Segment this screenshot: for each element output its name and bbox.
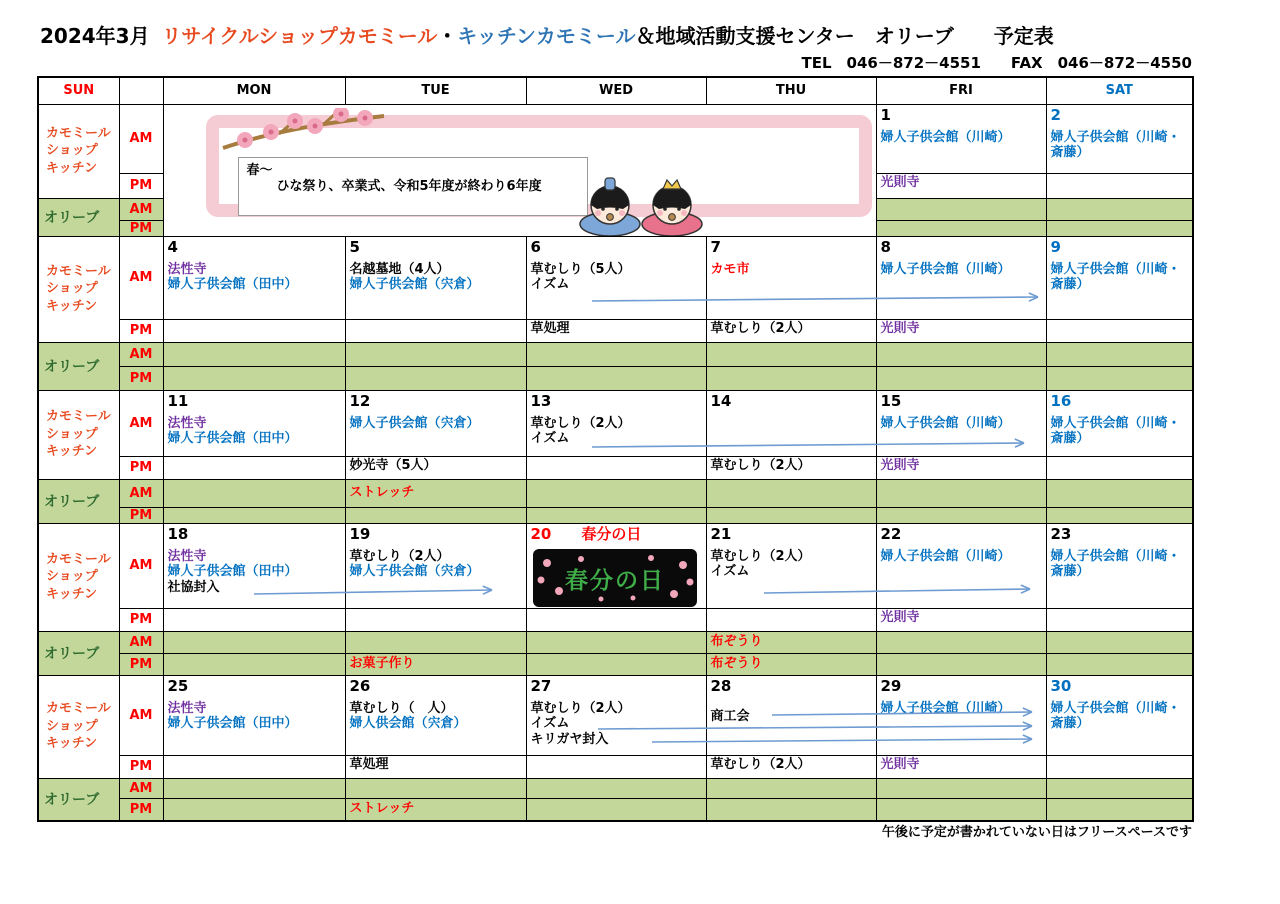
schedule-entry: キリガヤ封入: [530, 732, 609, 748]
banner-line1: 春～: [246, 162, 273, 178]
olive-am-w4-mon: [163, 631, 345, 653]
day-16-pm-cell: [1046, 456, 1193, 479]
olive-pm-w1-fri: [876, 220, 1046, 236]
pm-label: PM: [119, 319, 163, 342]
olive-am-w2-sat: [1046, 342, 1193, 366]
day-number-text: 11: [167, 391, 189, 410]
olive-am-w2-wed: [526, 342, 706, 366]
schedule-entry: 商工会: [710, 708, 750, 724]
day-number: [1051, 525, 1189, 543]
schedule-entry: 草むしり（2人）: [710, 756, 811, 772]
day-6-pm-cell: [526, 319, 706, 342]
day-number: [711, 525, 872, 543]
day-number: [1051, 677, 1189, 695]
day-number-text: 20: [530, 524, 552, 543]
day-12-pm-cell: [345, 456, 526, 479]
chamomile-label-line: キッチン: [46, 160, 98, 176]
header-tue: TUE: [345, 77, 526, 104]
day-8-am-cell: [876, 236, 1046, 319]
olive-pm-w4-fri: [876, 653, 1046, 675]
olive-pm-w5-fri: [876, 798, 1046, 821]
week-3-pm-row: [38, 456, 1193, 479]
week-4-am-row: [38, 523, 1193, 608]
chamomile-label-line: ショップ: [46, 569, 98, 585]
olive-schedule-entry: ストレッチ: [349, 485, 415, 501]
day-5-pm-cell: [345, 319, 526, 342]
week-2-olive-pm-row: [38, 366, 1193, 390]
spring-banner-cell: [163, 104, 876, 236]
schedule-entry: 草処理: [530, 320, 570, 336]
olive-pm-w2-mon: [163, 366, 345, 390]
olive-am-w3-mon: [163, 479, 345, 507]
olive-am-w2-tue: [345, 342, 526, 366]
olive-pm-label: PM: [119, 507, 163, 523]
olive-am-w2-thu: [706, 342, 876, 366]
day-26-pm-cell: [345, 755, 526, 778]
schedule-entry: 婦人供会館（宍倉）: [349, 716, 467, 732]
day-21-pm-cell: [706, 608, 876, 631]
day-30-pm-cell: [1046, 755, 1193, 778]
day-number: [531, 238, 702, 256]
day-23-am-cell: [1046, 523, 1193, 608]
olive-am-w5-fri: [876, 778, 1046, 798]
day-11-am-cell: [163, 390, 345, 456]
schedule-entry: イズム: [530, 277, 570, 293]
am-label: AM: [119, 104, 163, 173]
day-19-pm-cell: [345, 608, 526, 631]
day-28-am-cell: [706, 675, 876, 755]
olive-am-w3-wed: [526, 479, 706, 507]
day-29-am-cell: [876, 675, 1046, 755]
day-25-am-cell: [163, 675, 345, 755]
schedule-entry: 草むしり（2人）: [530, 415, 631, 431]
header-sun: SUN: [38, 77, 119, 104]
chamomile-label-line: キッチン: [46, 586, 98, 602]
day-1-am-cell: [876, 104, 1046, 173]
day-27-pm-cell: [526, 755, 706, 778]
section-label-olive: オリーブ: [38, 631, 119, 675]
pm-label: PM: [119, 173, 163, 198]
day-1-pm-cell: [876, 173, 1046, 198]
day-15-am-cell: [876, 390, 1046, 456]
day-number: [881, 525, 1042, 543]
day-9-am-cell: [1046, 236, 1193, 319]
day-11-pm-cell: [163, 456, 345, 479]
week-2-am-row: [38, 236, 1193, 319]
day-23-pm-cell: [1046, 608, 1193, 631]
day-number-text: 4: [167, 237, 178, 256]
olive-pm-w2-thu: [706, 366, 876, 390]
day-22-pm-cell: [876, 608, 1046, 631]
am-label: AM: [119, 675, 163, 755]
schedule-entry: 妙光寺（5人）: [349, 457, 437, 473]
day-number-text: 2: [1050, 105, 1061, 124]
chamomile-label-line: キッチン: [46, 736, 98, 752]
week-2-olive-am-row: [38, 342, 1193, 366]
week-5-olive-pm-row: [38, 798, 1193, 821]
schedule-entry: 草むしり（2人）: [710, 548, 811, 564]
week-3-olive-am-row: [38, 479, 1193, 507]
olive-am-w3-thu: [706, 479, 876, 507]
day-number: [881, 106, 1042, 124]
day-number-text: 15: [880, 391, 902, 410]
day-number-text: 16: [1050, 391, 1072, 410]
footer-note: 午後に予定が書かれていない日はフリースペースです: [881, 825, 1192, 840]
olive-am-w1-sat: [1046, 198, 1193, 220]
title-shop-kitchen: キッチンカモミール: [457, 24, 636, 48]
olive-am-w3-tue: [345, 479, 526, 507]
day-4-am-cell: [163, 236, 345, 319]
day-number: [1051, 392, 1189, 410]
olive-am-w5-thu: [706, 778, 876, 798]
olive-schedule-entry: 布ぞうり: [710, 656, 763, 672]
schedule-entry: 婦人子供会館（川崎）: [880, 700, 1011, 716]
section-label-olive: オリーブ: [38, 342, 119, 390]
day-6-am-cell: [526, 236, 706, 319]
day-number: [350, 392, 522, 410]
olive-pm-w5-wed: [526, 798, 706, 821]
schedule-entry: 婦人子供会館（川崎）: [880, 261, 1011, 277]
holiday-label: 春分の日: [551, 524, 642, 543]
schedule-entry: 法性寺: [167, 261, 207, 277]
olive-am-label: AM: [119, 479, 163, 507]
olive-pm-w4-sat: [1046, 653, 1193, 675]
schedule-entry: イズム: [710, 564, 750, 580]
day-number-text: 21: [710, 524, 732, 543]
day-number: [881, 238, 1042, 256]
section-label-olive: オリーブ: [38, 479, 119, 523]
day-number-text: 5: [349, 237, 360, 256]
day-number-text: 30: [1050, 676, 1072, 695]
schedule-entry: 婦人子供会館（田中）: [167, 277, 298, 293]
header-thu: THU: [706, 77, 876, 104]
schedule-entry: 婦人子供会館（田中）: [167, 564, 298, 580]
day-4-pm-cell: [163, 319, 345, 342]
olive-pm-w3-mon: [163, 507, 345, 523]
olive-am-w2-fri: [876, 342, 1046, 366]
olive-am-w4-tue: [345, 631, 526, 653]
schedule-entry: 名越墓地（4人）: [349, 261, 450, 277]
day-13-pm-cell: [526, 456, 706, 479]
week-1-am-row: [38, 104, 1193, 173]
schedule-entry: 婦人子供会館（宍倉）: [349, 415, 480, 431]
olive-am-w4-fri: [876, 631, 1046, 653]
chamomile-label-line: ショップ: [46, 426, 98, 442]
title-dot: ・: [437, 24, 458, 48]
day-12-am-cell: [345, 390, 526, 456]
contact-line: TEL 046－872－4551 FAX 046－872－4550: [801, 54, 1192, 72]
header-sat: SAT: [1046, 77, 1193, 104]
olive-am-label: AM: [119, 631, 163, 653]
schedule-entry: 婦人子供会館（川崎・斎藤）: [1050, 415, 1181, 447]
schedule-entry: 光則寺: [880, 320, 920, 336]
section-label-chamomile: [38, 390, 119, 479]
pm-label: PM: [119, 456, 163, 479]
day-14-pm-cell: [706, 456, 876, 479]
olive-pm-w5-mon: [163, 798, 345, 821]
day-22-am-cell: [876, 523, 1046, 608]
chamomile-label-line: キッチン: [46, 444, 98, 460]
olive-pm-w4-wed: [526, 653, 706, 675]
day-number-text: 1: [880, 105, 891, 124]
schedule-entry: 社協封入: [167, 580, 220, 596]
day-number: [168, 677, 341, 695]
day-number: [881, 677, 1042, 695]
olive-pm-w2-fri: [876, 366, 1046, 390]
day-number-text: 28: [710, 676, 732, 695]
week-4-olive-pm-row: [38, 653, 1193, 675]
schedule-entry: 光則寺: [880, 756, 920, 772]
section-label-chamomile: [38, 523, 119, 631]
chamomile-label-line: カモミール: [46, 125, 111, 141]
day-number-text: 7: [710, 237, 721, 256]
olive-pm-label: PM: [119, 653, 163, 675]
week-3-olive-pm-row: [38, 507, 1193, 523]
banner-line2: ひな祭り、卒業式、令和5年度が終わり6年度: [276, 179, 542, 195]
schedule-entry: 光則寺: [880, 457, 920, 473]
schedule-entry: イズム: [530, 716, 570, 732]
chamomile-label-line: キッチン: [46, 298, 98, 314]
day-number-text: 29: [880, 676, 902, 695]
schedule-entry: 婦人子供会館（川崎）: [880, 129, 1011, 145]
olive-pm-label: PM: [119, 220, 163, 236]
schedule-entry: カモ市: [710, 261, 750, 277]
day-8-pm-cell: [876, 319, 1046, 342]
hina-dolls-icon: [576, 177, 708, 237]
schedule-entry: 光則寺: [880, 609, 920, 625]
banner-text-box: [238, 157, 588, 216]
schedule-entry: 婦人子供会館（川崎）: [880, 548, 1011, 564]
day-30-am-cell: [1046, 675, 1193, 755]
day-25-pm-cell: [163, 755, 345, 778]
day-number-text: 18: [167, 524, 189, 543]
cherry-blossom-branch-icon: [219, 108, 389, 154]
day-7-pm-cell: [706, 319, 876, 342]
olive-pm-w2-tue: [345, 366, 526, 390]
chamomile-label-line: ショップ: [46, 143, 98, 159]
olive-pm-w3-sat: [1046, 507, 1193, 523]
day-29-pm-cell: [876, 755, 1046, 778]
day-13-am-cell: [526, 390, 706, 456]
chamomile-label-line: ショップ: [46, 718, 98, 734]
olive-pm-label: PM: [119, 366, 163, 390]
schedule-entry: 婦人子供会館（川崎・斎藤）: [1050, 261, 1181, 293]
schedule-entry: 光則寺: [880, 174, 920, 190]
olive-am-w2-mon: [163, 342, 345, 366]
olive-pm-w5-sat: [1046, 798, 1193, 821]
day-number: [711, 677, 872, 695]
day-number: [531, 525, 702, 543]
schedule-entry: 草むしり（ 人）: [349, 700, 454, 716]
day-14-am-cell: [706, 390, 876, 456]
olive-pm-w5-thu: [706, 798, 876, 821]
schedule-entry: 婦人子供会館（川崎・斎藤）: [1050, 129, 1181, 161]
olive-am-w4-wed: [526, 631, 706, 653]
day-28-pm-cell: [706, 755, 876, 778]
page-title: [40, 20, 1054, 49]
day-number-text: 23: [1050, 524, 1072, 543]
day-number-text: 14: [710, 391, 732, 410]
section-label-chamomile: [38, 104, 119, 198]
title-month: 2024年3月: [40, 24, 150, 48]
day-number-text: 26: [349, 676, 371, 695]
olive-pm-w5-tue: [345, 798, 526, 821]
day-5-am-cell: [345, 236, 526, 319]
day-19-am-cell: [345, 523, 526, 608]
chamomile-label-line: カモミール: [46, 551, 111, 567]
am-label: AM: [119, 236, 163, 319]
header-spacer: [119, 77, 163, 104]
schedule-entry: 婦人子供会館（田中）: [167, 716, 298, 732]
day-number: [531, 677, 702, 695]
schedule-entry: 婦人子供会館（川崎・斎藤）: [1050, 548, 1181, 580]
day-26-am-cell: [345, 675, 526, 755]
day-7-am-cell: [706, 236, 876, 319]
chamomile-label-line: カモミール: [46, 263, 111, 279]
olive-am-w3-fri: [876, 479, 1046, 507]
chamomile-label-line: カモミール: [46, 409, 111, 425]
olive-pm-w4-thu: [706, 653, 876, 675]
olive-pm-w3-wed: [526, 507, 706, 523]
day-number: [350, 525, 522, 543]
week-5-pm-row: [38, 755, 1193, 778]
day-number: [168, 392, 341, 410]
pm-label: PM: [119, 755, 163, 778]
calendar-table: [37, 76, 1194, 822]
day-number: [1051, 106, 1189, 124]
day-number-text: 6: [530, 237, 541, 256]
olive-am-w4-sat: [1046, 631, 1193, 653]
schedule-entry: 婦人子供会館（宍倉）: [349, 564, 480, 580]
week-4-pm-row: [38, 608, 1193, 631]
schedule-entry: 法性寺: [167, 415, 207, 431]
olive-pm-w2-wed: [526, 366, 706, 390]
day-2-pm-cell: [1046, 173, 1193, 198]
section-label-chamomile: [38, 675, 119, 778]
olive-schedule-entry: ストレッチ: [349, 801, 415, 817]
olive-am-w1-fri: [876, 198, 1046, 220]
day-2-am-cell: [1046, 104, 1193, 173]
day-number-text: 19: [349, 524, 371, 543]
section-label-olive: オリーブ: [38, 778, 119, 821]
olive-am-w5-wed: [526, 778, 706, 798]
day-21-am-cell: [706, 523, 876, 608]
olive-am-label: AM: [119, 778, 163, 798]
day-number: [531, 392, 702, 410]
am-label: AM: [119, 390, 163, 456]
day-number: [881, 392, 1042, 410]
section-label-chamomile: [38, 236, 119, 342]
day-number: [711, 238, 872, 256]
week-5-olive-am-row: [38, 778, 1193, 798]
schedule-entry: 草処理: [349, 756, 389, 772]
day-27-am-cell: [526, 675, 706, 755]
olive-pm-w3-fri: [876, 507, 1046, 523]
day-18-am-cell: [163, 523, 345, 608]
day-number: [1051, 238, 1189, 256]
olive-am-w5-mon: [163, 778, 345, 798]
olive-am-label: AM: [119, 198, 163, 220]
week-5-am-row: [38, 675, 1193, 755]
olive-pm-w2-sat: [1046, 366, 1193, 390]
title-shop-recycle: リサイクルショップカモミール: [161, 24, 438, 48]
olive-am-w5-sat: [1046, 778, 1193, 798]
day-number-text: 22: [880, 524, 902, 543]
svg-text:春分の日: 春分の日: [564, 567, 665, 594]
olive-am-label: AM: [119, 342, 163, 366]
chamomile-label-line: ショップ: [46, 281, 98, 297]
schedule-entry: 草むしり（5人）: [530, 261, 631, 277]
day-number-text: 25: [167, 676, 189, 695]
am-label: AM: [119, 523, 163, 608]
olive-pm-w1-sat: [1046, 220, 1193, 236]
header-wed: WED: [526, 77, 706, 104]
schedule-entry: 婦人子供会館（川崎）: [880, 415, 1011, 431]
day-number-text: 8: [880, 237, 891, 256]
schedule-entry: 草むしり（2人）: [349, 548, 450, 564]
day-number: [168, 525, 341, 543]
day-number-text: 27: [530, 676, 552, 695]
schedule-entry: 法性寺: [167, 548, 207, 564]
olive-pm-w3-tue: [345, 507, 526, 523]
schedule-entry: 草むしり（2人）: [710, 457, 811, 473]
day-number-text: 9: [1050, 237, 1061, 256]
olive-am-w4-thu: [706, 631, 876, 653]
day-18-pm-cell: [163, 608, 345, 631]
schedule-entry: 婦人子供会館（宍倉）: [349, 277, 480, 293]
schedule-entry: 婦人子供会館（田中）: [167, 431, 298, 447]
day-20-pm-cell: [526, 608, 706, 631]
day-16-am-cell: [1046, 390, 1193, 456]
day-number-text: 13: [530, 391, 552, 410]
day-number: [711, 392, 872, 410]
day-number: [168, 238, 341, 256]
schedule-entry: 婦人子供会館（川崎・斎藤）: [1050, 700, 1181, 732]
week-3-am-row: [38, 390, 1193, 456]
schedule-entry: イズム: [530, 431, 570, 447]
day-15-pm-cell: [876, 456, 1046, 479]
week-4-olive-am-row: [38, 631, 1193, 653]
title-rest: ＆地域活動支援センター オリーブ 予定表: [635, 24, 1054, 48]
chamomile-label-line: カモミール: [46, 701, 111, 717]
olive-pm-w4-mon: [163, 653, 345, 675]
schedule-entry: 法性寺: [167, 700, 207, 716]
day-number-text: 12: [349, 391, 371, 410]
header-fri: FRI: [876, 77, 1046, 104]
header-row: [38, 77, 1193, 104]
olive-am-w5-tue: [345, 778, 526, 798]
pm-label: PM: [119, 608, 163, 631]
day-20-am-cell: [526, 523, 706, 608]
shunbun-no-hi-image: [533, 549, 697, 607]
day-number: [350, 238, 522, 256]
olive-pm-label: PM: [119, 798, 163, 821]
week-2-pm-row: [38, 319, 1193, 342]
schedule-entry: 草むしり（2人）: [530, 700, 631, 716]
day-number: [350, 677, 522, 695]
schedule-entry: 草むしり（2人）: [710, 320, 811, 336]
section-label-olive: オリーブ: [38, 198, 119, 236]
header-mon: MON: [163, 77, 345, 104]
olive-schedule-entry: 布ぞうり: [710, 634, 763, 650]
olive-schedule-entry: お菓子作り: [349, 656, 415, 672]
olive-pm-w3-thu: [706, 507, 876, 523]
day-9-pm-cell: [1046, 319, 1193, 342]
olive-pm-w4-tue: [345, 653, 526, 675]
olive-am-w3-sat: [1046, 479, 1193, 507]
